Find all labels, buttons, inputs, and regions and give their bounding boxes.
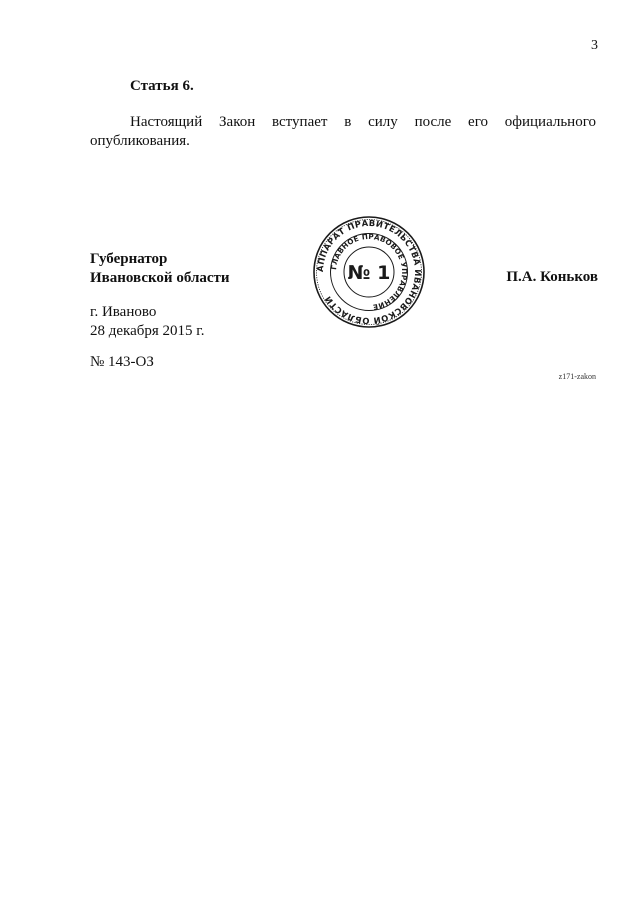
article-word: силу (368, 114, 398, 130)
article-word: его (468, 114, 488, 130)
signatory-name: П.А. Коньков (506, 269, 598, 285)
page-number: 3 (591, 38, 598, 53)
seal-center-text: № 1 (347, 262, 391, 284)
seal-inner-text: ГЛАВНОЕ ПРАВОВОЕ УПРАВЛЕНИЕ (329, 231, 410, 312)
article-text (90, 113, 596, 151)
article-word: официального (504, 114, 596, 130)
place: г. Иваново (90, 304, 157, 320)
article-text-line-2: опубликования. (90, 133, 190, 149)
article-word: Закон (219, 114, 256, 130)
signatory-title-line-2: Ивановской области (90, 270, 230, 286)
article-word: Настоящий (130, 114, 203, 130)
file-code: z171-zakon (558, 372, 596, 381)
date: 28 декабря 2015 г. (90, 323, 205, 339)
article-heading: Статья 6. (130, 78, 194, 94)
place-and-date (90, 303, 205, 341)
article-text-line-1 (90, 113, 596, 132)
article-word: вступает (272, 114, 328, 130)
law-number: № 143-ОЗ (90, 354, 154, 370)
signatory-title (90, 250, 230, 288)
article-word: после (414, 114, 452, 130)
seal-graphic (312, 215, 426, 329)
signatory-title-line-1: Губернатор (90, 251, 168, 267)
official-seal (312, 215, 426, 329)
seal-outer-text: АППАРАТ ПРАВИТЕЛЬСТВА ИВАНОВСКОЙ ОБЛАСТИ (314, 217, 424, 327)
article-word: в (344, 114, 352, 130)
